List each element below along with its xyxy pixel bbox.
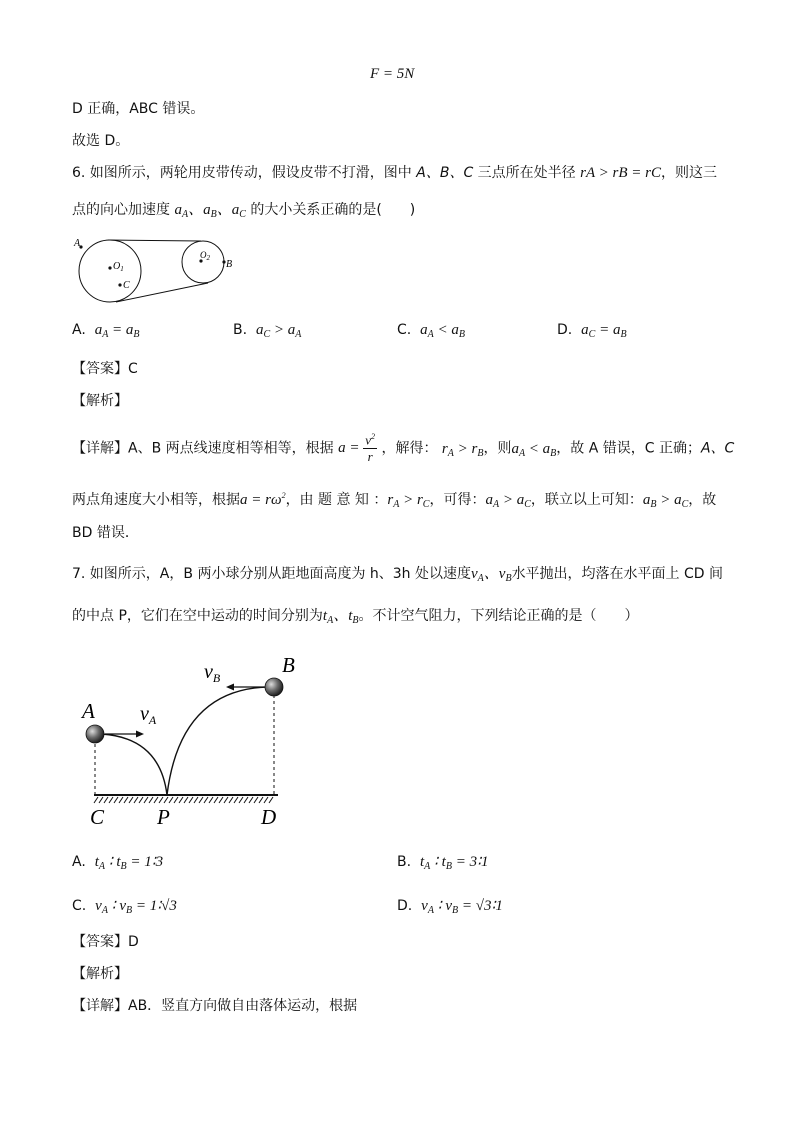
choice-line: 故选 D。 xyxy=(72,133,130,149)
ball-a xyxy=(86,725,104,743)
q7-fig-label-a: A xyxy=(82,699,95,723)
q6-option-a[interactable]: A. $a_A = a_B$ xyxy=(72,322,140,340)
q7-analysis-label: 【解析】 xyxy=(72,966,128,982)
q6-analysis-label: 【解析】 xyxy=(72,393,128,409)
q6-fig-label-o1: $O_1$ xyxy=(113,261,124,273)
q6-fig-label-c: C xyxy=(123,280,130,291)
q6-answer: 【答案】C xyxy=(72,361,138,377)
q6-option-c[interactable]: C. $a_A < a_B$ xyxy=(397,322,465,340)
q7-fig-label-va: $v_A$ xyxy=(140,703,157,727)
formula-f-equals-5n: F = 5N xyxy=(370,66,415,82)
q6-option-d[interactable]: D. $a_C = a_B$ xyxy=(557,322,627,340)
ground-hatching xyxy=(94,797,273,803)
q6-fig-label-a: A xyxy=(74,238,81,249)
q6-fig-label-b: B xyxy=(226,259,233,270)
q7-line2: 的中点 P，它们在空中运动的时间分别为$t_A$、$t_B$。不计空气阻力，下列结论正确的是（ ） xyxy=(72,608,639,626)
q6-detail-line3: BD 错误． xyxy=(72,525,139,541)
q7-fig-label-p: P xyxy=(157,805,170,829)
q7-option-a[interactable]: A. $t_A$ ∶ $t_B$ = 1∶3 xyxy=(72,854,164,872)
q7-projectile-figure xyxy=(72,650,322,832)
q7-answer: 【答案】D xyxy=(72,934,139,950)
q7-fig-label-d: D xyxy=(261,805,277,829)
q7-option-d[interactable]: D. $v_A$ ∶ $v_B$ = √3∶1 xyxy=(397,898,503,916)
q7-option-b[interactable]: B. $t_A$ ∶ $t_B$ = 3∶1 xyxy=(397,854,489,872)
conclusion-line: D 正确，ABC 错误。 xyxy=(72,101,205,117)
q7-fig-label-vb: $v_B$ xyxy=(204,661,221,685)
q6-detail-line1: 【详解】A、B 两点线速度相等相等，根据 a = $\frac{v^2}{r}$ ，解得： $r_A > r_B$，则$a_A < a_B$，故 A 错误，C 正确；A、C xyxy=(72,432,735,465)
q7-detail: 【详解】AB．竖直方向做自由落体运动，根据 xyxy=(72,998,358,1014)
q7-line1: 7. 如图所示，A，B 两小球分别从距地面高度为 h、3h 处以速度$v_A$、$v_B$水平抛出，均落在水平面上 CD 间 xyxy=(72,566,724,584)
q6-option-b[interactable]: B. $a_C > a_A$ xyxy=(233,322,302,340)
q7-fig-label-b: B xyxy=(282,653,295,677)
q6-line1: 6. 如图所示，两轮用皮带传动，假设皮带不打滑，图中 A、B、C 三点所在处半径 rA > rB = rC，则这三 xyxy=(72,165,717,181)
q7-fig-label-c: C xyxy=(90,805,105,829)
q7-option-c[interactable]: C. $v_A$ ∶ $v_B$ = 1∶√3 xyxy=(72,898,177,916)
q6-detail-line2: 两点角速度大小相等，根据$a = r\omega^2$，由 题 意 知 ：$r_A > r_C$，可得：$a_A > a_C$，联立以上可知：$a_B > a_C$，故 xyxy=(72,491,717,510)
q6-line2: 点的向心加速度 $a_A$、$a_B$、$a_C$ 的大小关系正确的是( ) xyxy=(72,202,416,220)
q6-fig-label-o2: $O_2$ xyxy=(200,250,210,262)
ball-b xyxy=(265,678,283,696)
q6-belt-figure xyxy=(72,232,242,310)
